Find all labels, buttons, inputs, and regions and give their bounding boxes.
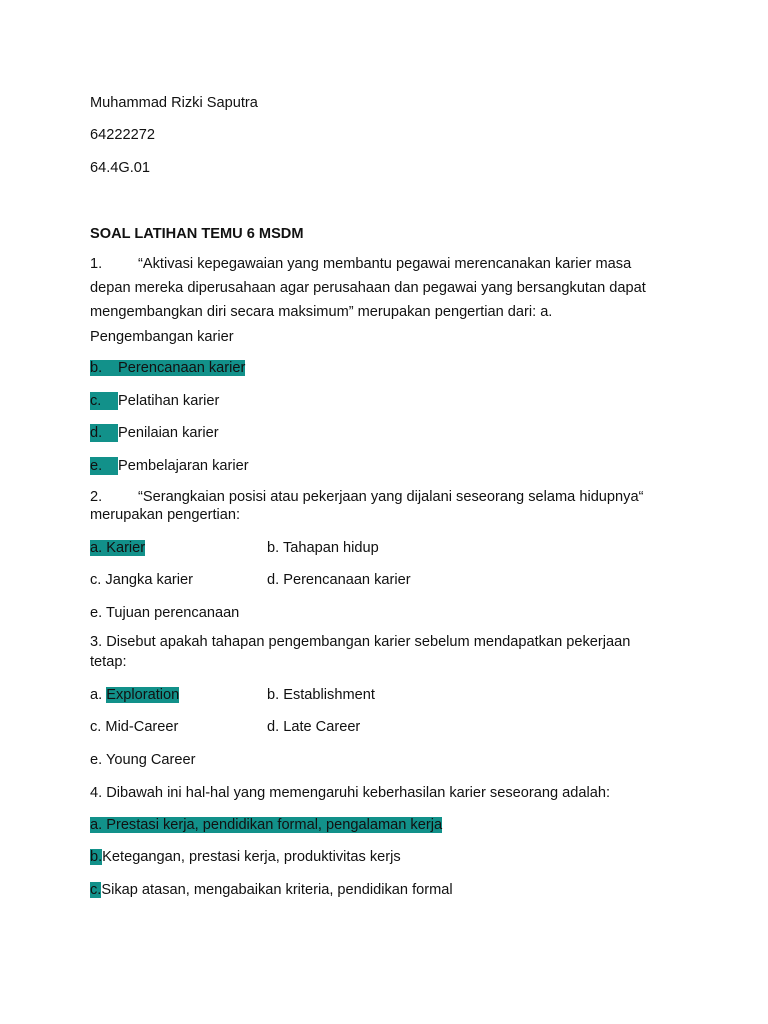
- q1-line-2: depan mereka diperusahaan agar perusahaan dan pegawai yang bersangkutan dapat: [90, 280, 646, 296]
- q4-option-c-text: Sikap atasan, mengabaikan kriteria, pendidikan formal: [101, 882, 453, 898]
- q2-line-1: [90, 488, 643, 506]
- q1-number: 1.: [90, 256, 103, 272]
- q1-option-c-text: Pelatihan karier: [118, 393, 220, 409]
- q3-option-c: c. Mid-Career: [90, 719, 179, 735]
- document-title: SOAL LATIHAN TEMU 6 MSDM: [90, 226, 304, 242]
- q1-option-b-highlight: [90, 360, 245, 376]
- q3-option-a-text: Exploration: [106, 687, 180, 703]
- q3-option-e: e. Young Career: [90, 752, 196, 768]
- class-code: 64.4G.01: [90, 160, 151, 176]
- q2-option-c: c. Jangka karier: [90, 572, 194, 588]
- q4-option-b: [90, 848, 401, 866]
- q2-option-e: e. Tujuan perencanaan: [90, 605, 240, 621]
- q4-option-a-text: a. Prestasi kerja, pendidikan formal, pengalaman kerja: [90, 817, 443, 833]
- q1-line-1: [90, 255, 631, 273]
- q1-option-b-label: b.: [90, 360, 103, 376]
- q1-text-1: “Aktivasi kepegawaian yang membantu pegawai merencanakan karier masa: [138, 256, 632, 272]
- q2-number: 2.: [90, 489, 103, 505]
- q4-option-b-label: b.: [90, 849, 103, 865]
- q4-option-c: [90, 881, 453, 899]
- q1-option-d-label: d.: [90, 424, 118, 442]
- q1-option-c: [90, 392, 219, 410]
- q3-line-2: tetap:: [90, 654, 127, 670]
- q1-option-d-text: Penilaian karier: [118, 425, 219, 441]
- q4-option-a: [90, 816, 442, 834]
- q3-option-b: b. Establishment: [267, 687, 375, 703]
- q2-option-b: b. Tahapan hidup: [267, 540, 379, 556]
- q4-option-b-text: Ketegangan, prestasi kerja, produktivitas kerjs: [102, 849, 401, 865]
- q4-option-c-label: c.: [90, 882, 102, 898]
- student-name: Muhammad Rizki Saputra: [90, 95, 258, 111]
- q1-line-4: Pengembangan karier: [90, 329, 234, 345]
- q2-line-2: merupakan pengertian:: [90, 507, 241, 523]
- q3-line-1: 3. Disebut apakah tahapan pengembangan karier sebelum mendapatkan pekerjaan: [90, 634, 631, 650]
- q3-option-d: d. Late Career: [267, 719, 361, 735]
- q2-option-a-text: a. Karier: [90, 540, 146, 556]
- q4-line-1: 4. Dibawah ini hal-hal yang memengaruhi keberhasilan karier seseorang adalah:: [90, 785, 611, 801]
- student-id: 64222272: [90, 127, 155, 143]
- q1-option-e: [90, 457, 249, 475]
- q1-option-d: [90, 424, 219, 442]
- q1-line-3: mengembangkan diri secara maksimum” merupakan pengertian dari: a.: [90, 304, 553, 320]
- q3-option-a-label: a.: [90, 687, 107, 703]
- q1-option-c-label: c.: [90, 392, 118, 410]
- q2-option-a: [90, 539, 145, 557]
- q3-option-a: [90, 686, 179, 704]
- q1-option-e-text: Pembelajaran karier: [118, 458, 249, 474]
- q1-option-b-text: Perencanaan karier: [118, 360, 246, 376]
- q1-option-b: [90, 359, 245, 377]
- q2-text-1: “Serangkaian posisi atau pekerjaan yang dijalani seseorang selama hidupnya“: [138, 489, 644, 505]
- q1-option-e-label: e.: [90, 457, 118, 475]
- q2-option-d: d. Perencanaan karier: [267, 572, 411, 588]
